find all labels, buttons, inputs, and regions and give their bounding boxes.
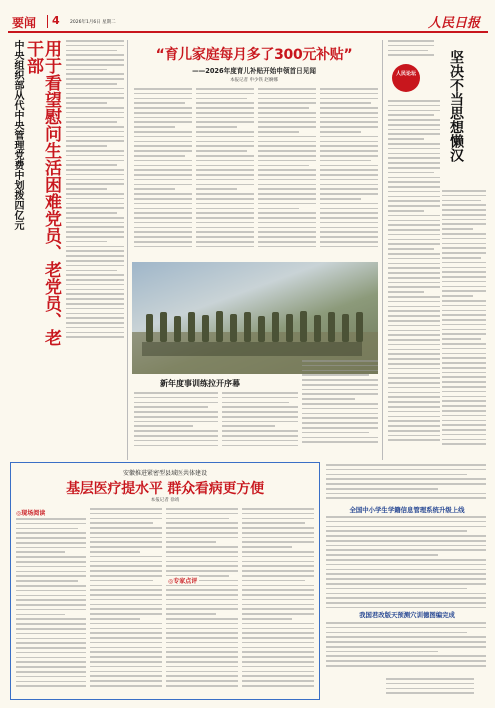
- center-byline: 本报记者 申少铁 赵婀娜: [230, 78, 278, 83]
- left-kicker: 中央组织部从代中央管理党费中划拨四亿元: [12, 40, 23, 230]
- commentary-divider: [382, 40, 383, 460]
- training-photo: [132, 262, 378, 374]
- feature-col-4: [242, 508, 314, 694]
- feature-col-2: [90, 508, 162, 694]
- center-lower-col-1: [134, 392, 218, 452]
- left-headline: 用于看望慰问生活困难党员、老党员、老干部: [23, 40, 61, 346]
- section-divider: [47, 15, 48, 28]
- masthead-rule: [8, 31, 488, 33]
- center-headline: “育儿家庭每月多了300元补贴”: [155, 47, 353, 63]
- commentary-title: 坚决不当思想懒汉: [448, 50, 464, 162]
- section-label: 要闻: [12, 16, 37, 30]
- feature-col-3: [166, 508, 238, 694]
- newspaper-logo: 人民日报: [428, 16, 481, 31]
- column-divider: [127, 40, 128, 460]
- soldiers-illustration: [132, 262, 378, 374]
- editor-credits: [386, 678, 486, 702]
- commentary-badge-label: 人民论坛: [395, 71, 416, 77]
- center-lower-col-2: [222, 392, 298, 452]
- commentary-badge: [392, 64, 420, 92]
- brief-2-title: 我国君改版天预测穴训德图编完成: [359, 611, 455, 619]
- center-body-col-2: [196, 88, 254, 258]
- brief-1-body: [326, 516, 486, 608]
- brief-2-body: [326, 622, 486, 668]
- left-story-body: [66, 40, 124, 360]
- center-subheadline: ——2026年度育儿补贴开始申领首日见闻: [192, 67, 316, 75]
- feature-section-1: ◎现场阅读: [16, 510, 46, 517]
- feature-byline: 本报记者 徐靖: [150, 498, 180, 503]
- commentary-body-2: [442, 190, 486, 460]
- feature-section-2: ◎专家点评: [168, 578, 198, 585]
- photo-caption: 新年度事训练拉开序幕: [160, 379, 240, 388]
- issue-date: 2026年1月6日 星期二: [70, 20, 116, 25]
- feature-title: 基层医疗提水平 群众看病更方便: [66, 481, 264, 497]
- page-number: 4: [52, 14, 60, 27]
- center-body-col-1: [134, 88, 192, 258]
- masthead: [0, 0, 495, 32]
- right-top-body: [326, 464, 486, 502]
- brief-1-title: 全国中小学生学籍信息管理系统升级上线: [349, 506, 465, 514]
- center-body-col-3: [258, 88, 316, 258]
- feature-col-1: [16, 518, 86, 694]
- center-lower-col-3: [302, 360, 378, 452]
- commentary-intro: [388, 40, 434, 62]
- feature-kicker: 安徽推进紧密型县域医共体建设: [122, 470, 207, 477]
- commentary-body: [388, 100, 440, 460]
- center-body-col-4: [320, 88, 378, 258]
